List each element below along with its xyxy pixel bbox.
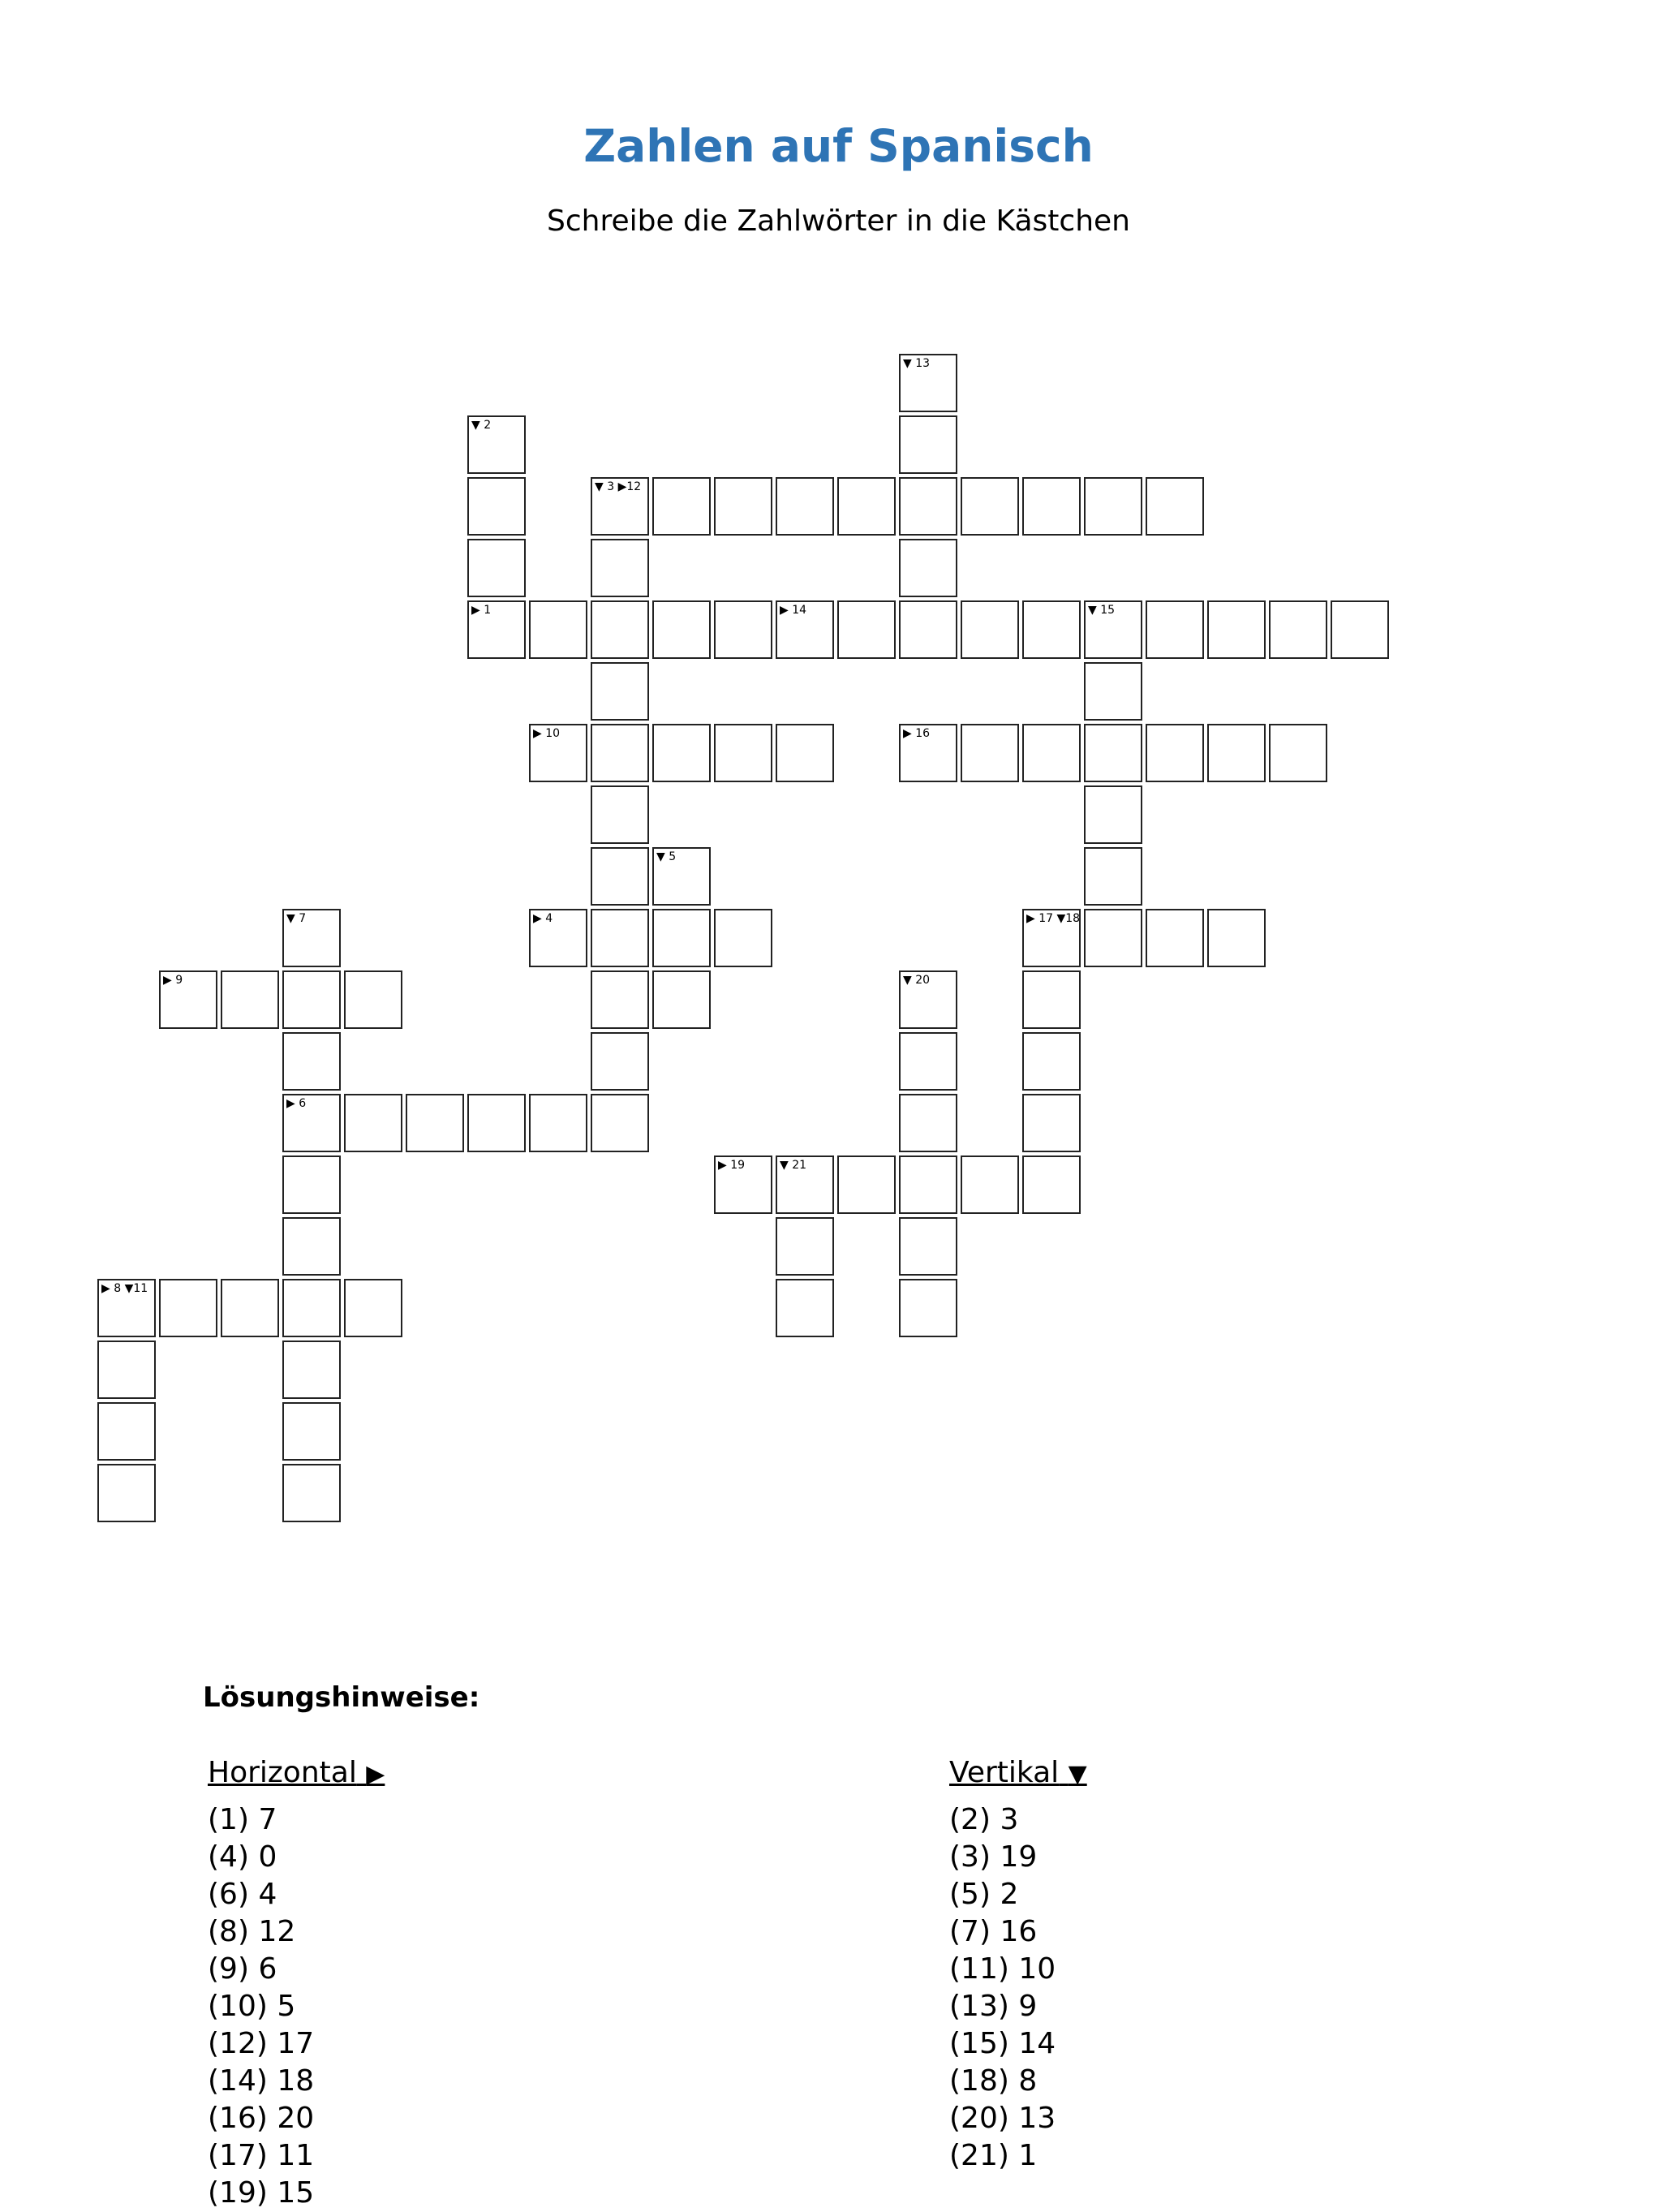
vertical-clues bbox=[949, 1754, 1087, 2175]
crossword-cell[interactable] bbox=[467, 477, 526, 536]
clue-number: ▼ 13 bbox=[903, 357, 931, 370]
crossword-cell[interactable] bbox=[1084, 477, 1142, 536]
clue-number: ▼ 21 bbox=[780, 1159, 807, 1172]
crossword-cell[interactable] bbox=[159, 970, 217, 1029]
clue-v-20: (20) 13 bbox=[949, 2102, 1056, 2135]
crossword-cell[interactable] bbox=[776, 477, 834, 536]
crossword-cell[interactable] bbox=[1022, 1155, 1081, 1214]
clue-number: ▶ 8 ▼11 bbox=[101, 1282, 148, 1295]
clue-v-5: (5) 2 bbox=[949, 1878, 1019, 1911]
crossword-cell[interactable] bbox=[714, 600, 772, 659]
clue-number: ▶ 17 ▼18 bbox=[1026, 912, 1081, 925]
crossword-cell[interactable] bbox=[961, 600, 1019, 659]
crossword-cell[interactable] bbox=[282, 1279, 341, 1337]
clue-h-1: (1) 7 bbox=[208, 1803, 277, 1836]
arrow-down-icon: ▼ bbox=[1068, 1760, 1087, 1788]
crossword-cell[interactable] bbox=[282, 970, 341, 1029]
crossword-cell[interactable] bbox=[652, 477, 711, 536]
crossword-cell[interactable] bbox=[282, 1094, 341, 1152]
crossword-cell[interactable] bbox=[1084, 847, 1142, 906]
crossword-cell[interactable] bbox=[282, 1155, 341, 1214]
clue-h-17: (17) 11 bbox=[208, 2139, 315, 2172]
crossword-cell[interactable] bbox=[1022, 477, 1081, 536]
crossword-cell[interactable] bbox=[221, 970, 279, 1029]
crossword-cell[interactable] bbox=[1146, 477, 1204, 536]
clue-h-16: (16) 20 bbox=[208, 2102, 315, 2135]
crossword-cell[interactable] bbox=[899, 354, 957, 412]
crossword-cell[interactable] bbox=[1084, 662, 1142, 721]
clue-h-10: (10) 5 bbox=[208, 1990, 296, 2023]
horizontal-label: Horizontal bbox=[208, 1756, 357, 1789]
crossword-cell[interactable] bbox=[1207, 909, 1266, 967]
crossword-cell[interactable] bbox=[1146, 909, 1204, 967]
crossword-cell[interactable] bbox=[1022, 970, 1081, 1029]
crossword-cell[interactable] bbox=[282, 1341, 341, 1399]
clue-number: ▶ 10 bbox=[533, 727, 561, 740]
crossword-cell[interactable] bbox=[714, 477, 772, 536]
crossword-cell[interactable] bbox=[714, 1155, 772, 1214]
crossword-cell[interactable] bbox=[1084, 785, 1142, 844]
crossword-cell[interactable] bbox=[899, 539, 957, 597]
crossword-cell[interactable] bbox=[591, 600, 649, 659]
crossword-cell[interactable] bbox=[899, 1155, 957, 1214]
crossword-cell[interactable] bbox=[899, 1217, 957, 1276]
crossword-cell[interactable] bbox=[591, 662, 649, 721]
crossword-cell[interactable] bbox=[97, 1279, 156, 1337]
crossword-cell[interactable] bbox=[282, 1217, 341, 1276]
crossword-cell[interactable] bbox=[97, 1341, 156, 1399]
crossword-cell[interactable] bbox=[591, 724, 649, 782]
clue-h-8: (8) 12 bbox=[208, 1915, 296, 1948]
crossword-cell[interactable] bbox=[591, 539, 649, 597]
crossword-cell[interactable] bbox=[591, 1094, 649, 1152]
clue-number: ▶ 1 bbox=[471, 604, 492, 617]
crossword-cell[interactable] bbox=[591, 785, 649, 844]
crossword-cell[interactable] bbox=[652, 847, 711, 906]
crossword-cell[interactable] bbox=[776, 1217, 834, 1276]
crossword-cell[interactable] bbox=[1022, 1094, 1081, 1152]
crossword-cell[interactable] bbox=[899, 477, 957, 536]
clue-h-4: (4) 0 bbox=[208, 1840, 277, 1874]
clue-number: ▶ 4 bbox=[533, 912, 553, 925]
crossword-cell[interactable] bbox=[899, 415, 957, 474]
crossword-cell[interactable] bbox=[652, 724, 711, 782]
clue-number: ▶ 16 bbox=[903, 727, 931, 740]
crossword-cell[interactable] bbox=[591, 970, 649, 1029]
clue-v-18: (18) 8 bbox=[949, 2064, 1038, 2098]
crossword-cell[interactable] bbox=[899, 724, 957, 782]
crossword-cell[interactable] bbox=[1331, 600, 1389, 659]
clue-h-19: (19) 15 bbox=[208, 2176, 315, 2210]
clue-v-21: (21) 1 bbox=[949, 2139, 1038, 2172]
crossword-cell[interactable] bbox=[899, 970, 957, 1029]
crossword-cell[interactable] bbox=[344, 970, 402, 1029]
clue-h-14: (14) 18 bbox=[208, 2064, 315, 2098]
crossword-cell[interactable] bbox=[97, 1402, 156, 1461]
clue-h-9: (9) 6 bbox=[208, 1952, 277, 1986]
page-subtitle: Schreibe die Zahlwörter in die Kästchen bbox=[546, 204, 1130, 238]
crossword-cell[interactable] bbox=[776, 1155, 834, 1214]
clue-v-15: (15) 14 bbox=[949, 2027, 1056, 2060]
clue-number: ▼ 3 ▶12 bbox=[595, 480, 642, 493]
crossword-cell[interactable] bbox=[652, 970, 711, 1029]
crossword-cell[interactable] bbox=[776, 724, 834, 782]
crossword-cell[interactable] bbox=[776, 1279, 834, 1337]
crossword-cell[interactable] bbox=[467, 415, 526, 474]
crossword-cell[interactable] bbox=[837, 1155, 896, 1214]
crossword-cell[interactable] bbox=[652, 909, 711, 967]
crossword-cell[interactable] bbox=[961, 1155, 1019, 1214]
crossword-cell[interactable] bbox=[1269, 724, 1327, 782]
crossword-cell[interactable] bbox=[591, 847, 649, 906]
crossword-cell[interactable] bbox=[529, 909, 587, 967]
page-title: Zahlen auf Spanisch bbox=[583, 120, 1094, 172]
crossword-cell[interactable] bbox=[899, 1094, 957, 1152]
crossword-cell[interactable] bbox=[406, 1094, 464, 1152]
hints-heading: Lösungshinweise: bbox=[203, 1681, 480, 1714]
crossword-cell[interactable] bbox=[467, 600, 526, 659]
crossword-cell[interactable] bbox=[529, 724, 587, 782]
crossword-cell[interactable] bbox=[899, 1279, 957, 1337]
crossword-cell[interactable] bbox=[1269, 600, 1327, 659]
crossword-cell[interactable] bbox=[282, 1402, 341, 1461]
clue-number: ▶ 14 bbox=[780, 604, 807, 617]
crossword-cell[interactable] bbox=[159, 1279, 217, 1337]
crossword-cell[interactable] bbox=[221, 1279, 279, 1337]
crossword-cell[interactable] bbox=[282, 1464, 341, 1522]
crossword-cell[interactable] bbox=[899, 1032, 957, 1091]
clue-h-6: (6) 4 bbox=[208, 1878, 277, 1911]
crossword-cell[interactable] bbox=[961, 724, 1019, 782]
crossword-cell[interactable] bbox=[97, 1464, 156, 1522]
crossword-cell[interactable] bbox=[837, 600, 896, 659]
crossword-cell[interactable] bbox=[282, 909, 341, 967]
horizontal-heading bbox=[208, 1754, 385, 1793]
crossword-cell[interactable] bbox=[1022, 724, 1081, 782]
clue-v-3: (3) 19 bbox=[949, 1840, 1038, 1874]
horizontal-clues bbox=[208, 1754, 385, 2212]
crossword-cell[interactable] bbox=[899, 600, 957, 659]
crossword-cell[interactable] bbox=[282, 1032, 341, 1091]
crossword-cell[interactable] bbox=[344, 1094, 402, 1152]
crossword-cell[interactable] bbox=[1022, 1032, 1081, 1091]
vertical-label: Vertikal bbox=[949, 1756, 1060, 1789]
clue-v-7: (7) 16 bbox=[949, 1915, 1038, 1948]
arrow-right-icon: ▶ bbox=[366, 1760, 385, 1788]
crossword-cell[interactable] bbox=[529, 600, 587, 659]
crossword-cell[interactable] bbox=[652, 600, 711, 659]
vertical-heading bbox=[949, 1754, 1087, 1793]
crossword-cell[interactable] bbox=[1022, 600, 1081, 659]
crossword-cell[interactable] bbox=[591, 1032, 649, 1091]
clue-v-2: (2) 3 bbox=[949, 1803, 1019, 1836]
clue-v-13: (13) 9 bbox=[949, 1990, 1038, 2023]
clue-number: ▼ 5 bbox=[656, 850, 677, 863]
clue-number: ▼ 2 bbox=[471, 419, 492, 432]
clue-number: ▼ 15 bbox=[1088, 604, 1116, 617]
crossword-cell[interactable] bbox=[467, 539, 526, 597]
crossword-cell[interactable] bbox=[776, 600, 834, 659]
clue-h-12: (12) 17 bbox=[208, 2027, 315, 2060]
clue-number: ▶ 19 bbox=[718, 1159, 746, 1172]
clue-number: ▶ 9 bbox=[163, 974, 183, 987]
crossword-cell[interactable] bbox=[1146, 600, 1204, 659]
crossword-cell[interactable] bbox=[529, 1094, 587, 1152]
crossword-cell[interactable] bbox=[467, 1094, 526, 1152]
crossword-cell[interactable] bbox=[1207, 600, 1266, 659]
crossword-cell[interactable] bbox=[1146, 724, 1204, 782]
crossword-cell[interactable] bbox=[1084, 909, 1142, 967]
clue-number: ▼ 20 bbox=[903, 974, 931, 987]
clue-number: ▼ 7 bbox=[286, 912, 307, 925]
crossword-cell[interactable] bbox=[1207, 724, 1266, 782]
crossword-cell[interactable] bbox=[961, 477, 1019, 536]
crossword-cell[interactable] bbox=[837, 477, 896, 536]
crossword-cell[interactable] bbox=[1022, 909, 1081, 967]
clue-number: ▶ 6 bbox=[286, 1097, 307, 1110]
crossword-cell[interactable] bbox=[344, 1279, 402, 1337]
crossword-cell[interactable] bbox=[1084, 724, 1142, 782]
crossword-cell[interactable] bbox=[714, 909, 772, 967]
crossword-cell[interactable] bbox=[714, 724, 772, 782]
crossword-cell[interactable] bbox=[591, 477, 649, 536]
clue-v-11: (11) 10 bbox=[949, 1952, 1056, 1986]
crossword-cell[interactable] bbox=[1084, 600, 1142, 659]
crossword-cell[interactable] bbox=[591, 909, 649, 967]
